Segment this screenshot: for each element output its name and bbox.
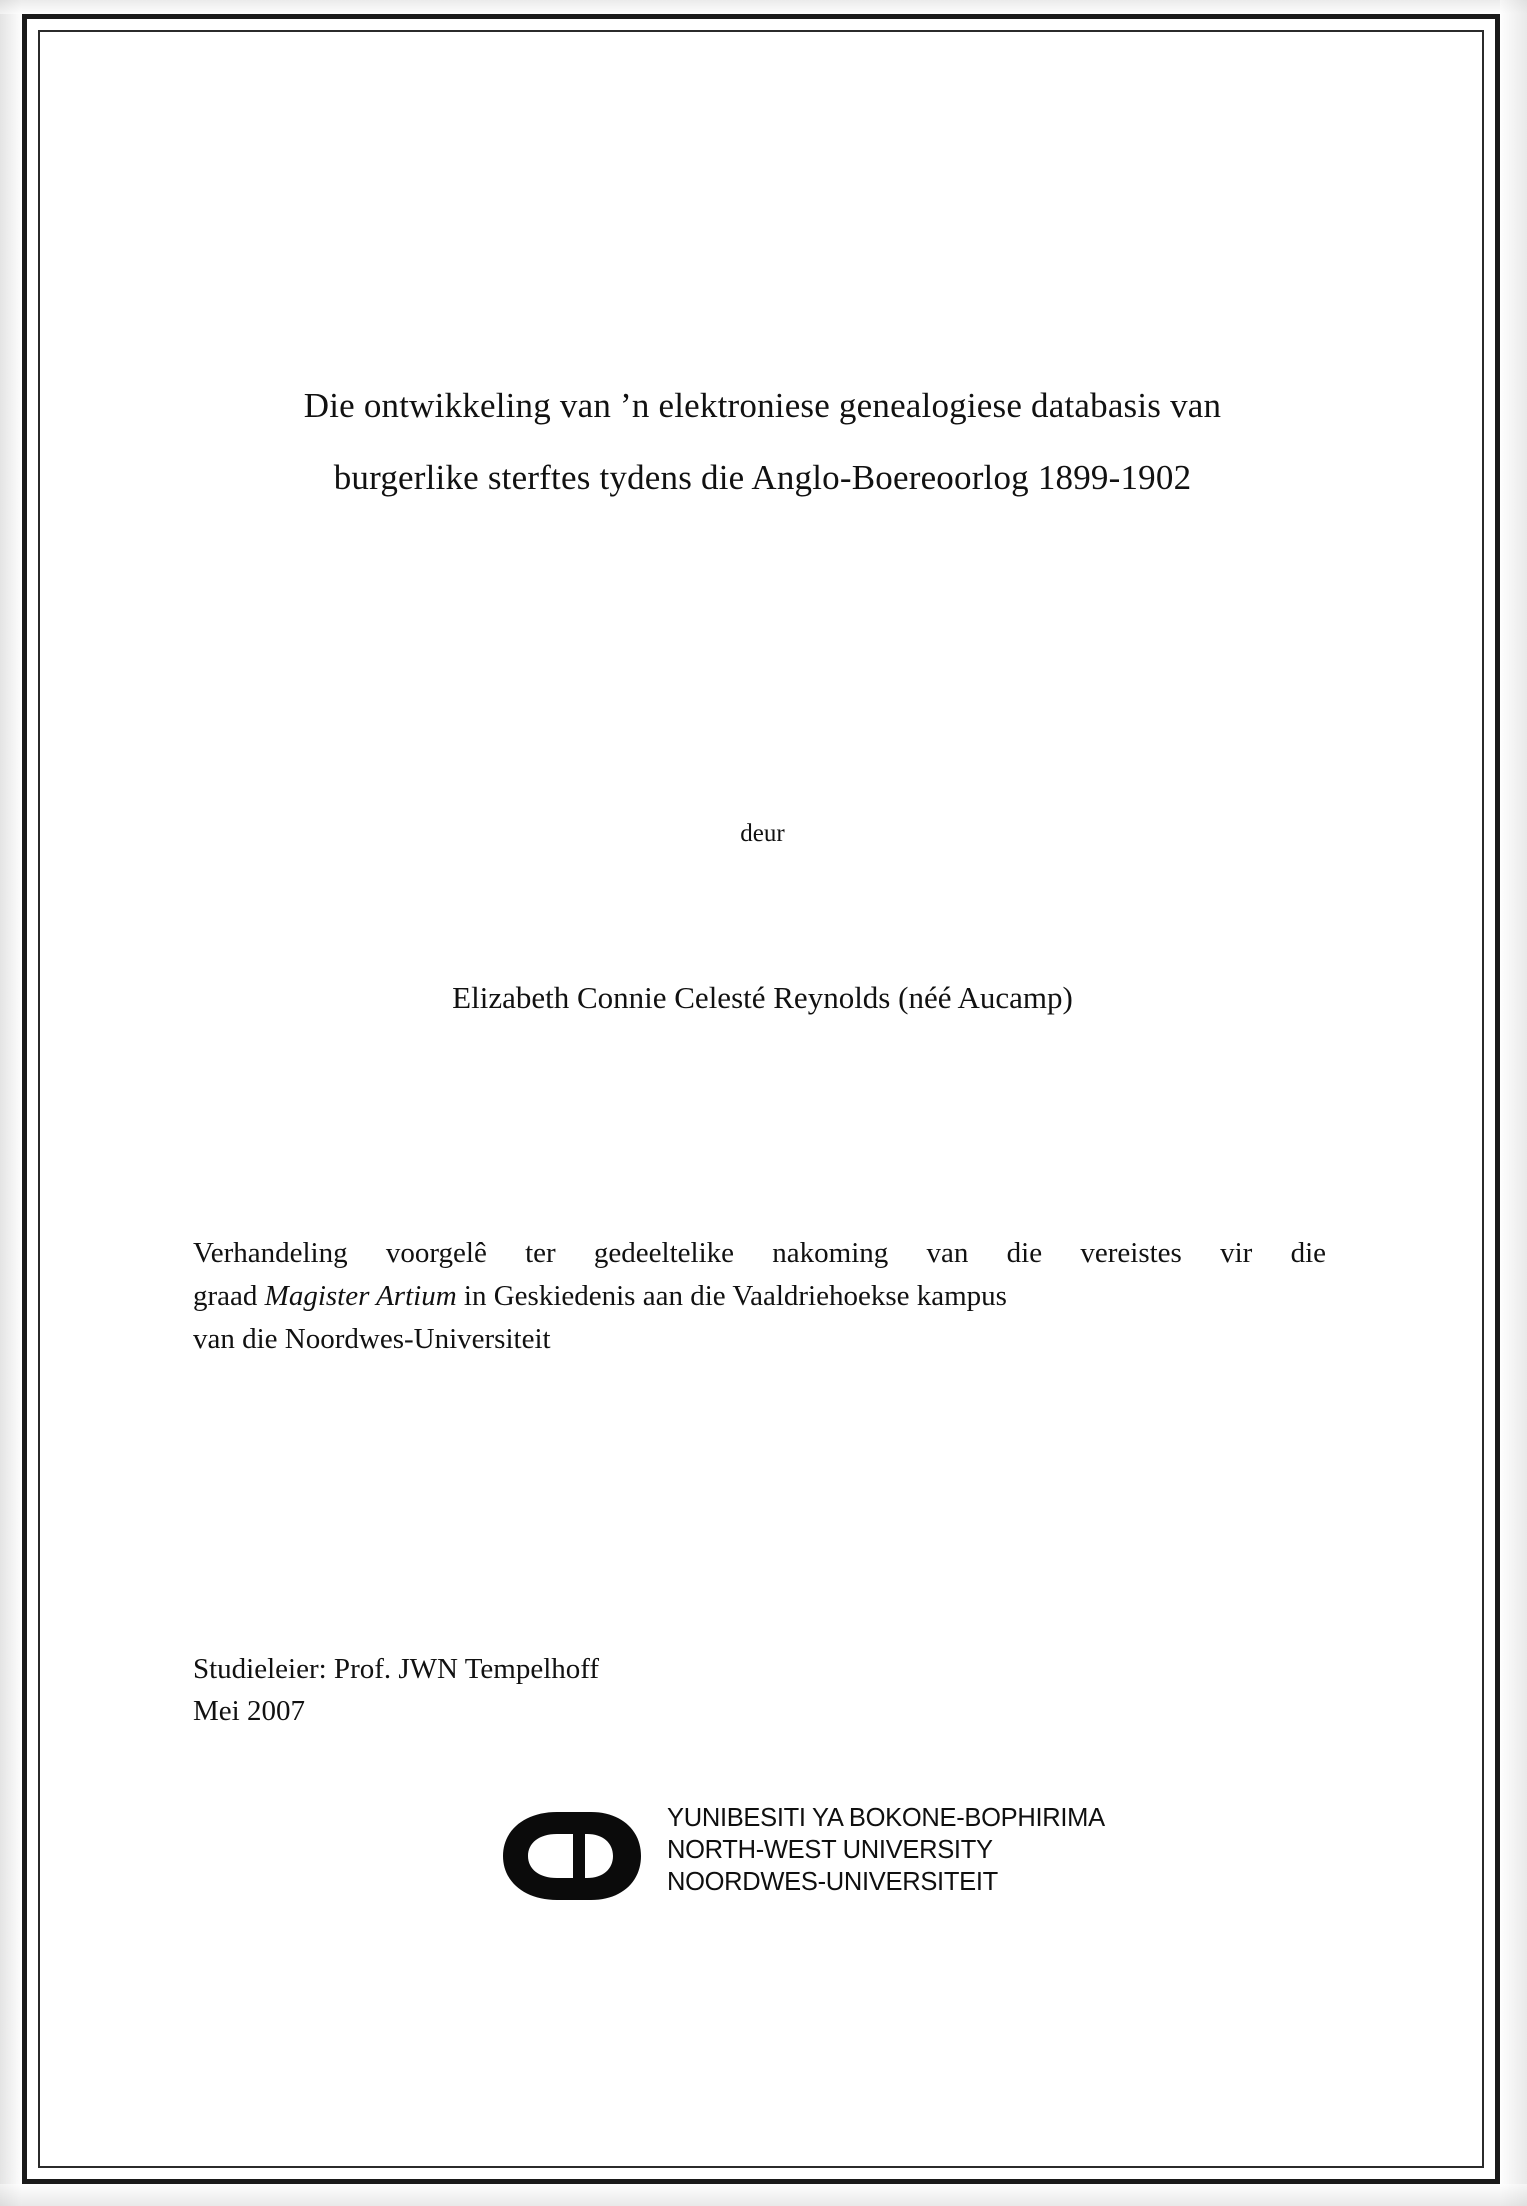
degree-statement	[193, 1232, 1326, 1361]
logo-text-line-2: NORTH-WEST UNIVERSITY	[667, 1836, 993, 1864]
title-line-1: Die ontwikkeling van ’n elektroniese genealogiese databasis van	[303, 386, 1222, 425]
by-label: deur	[740, 820, 785, 847]
page-title	[185, 370, 1340, 514]
page-edge-shading-bottom	[0, 2184, 1527, 2206]
university-logo-text	[667, 1802, 1105, 1898]
supervisor-and-date	[193, 1648, 1093, 1732]
logo-text-line-3: NOORDWES-UNIVERSITEIT	[667, 1868, 998, 1896]
title-page-content	[185, 30, 1340, 2150]
supervisor-line: Studieleier: Prof. JWN Tempelhoff	[193, 1653, 600, 1685]
north-west-university-logo-icon	[495, 1804, 655, 1908]
page-edge-shading-left	[0, 0, 22, 2206]
page-edge-shading-right	[1500, 0, 1527, 2206]
logo-text-line-1: YUNIBESITI YA BOKONE-BOPHIRIMA	[667, 1804, 1105, 1832]
degree-statement-line-3: van die Noordwes-Universiteit	[193, 1323, 551, 1355]
degree-name-italic: Magister Artium	[264, 1280, 457, 1312]
author-name: Elizabeth Connie Celesté Reynolds (néé Aucamp)	[452, 980, 1073, 1015]
degree-statement-line-2-prefix: graad	[193, 1280, 265, 1312]
page-edge-shading-top	[0, 0, 1527, 14]
date-line: Mei 2007	[193, 1695, 305, 1727]
degree-statement-line-2	[193, 1275, 1326, 1318]
title-line-2: burgerlike sterftes tydens die Anglo-Boereoorlog 1899-1902	[333, 458, 1192, 497]
university-logo	[495, 1798, 1195, 1928]
degree-statement-line-1: Verhandeling voorgelê ter gedeeltelike nakoming van die vereistes vir die	[193, 1237, 1326, 1269]
degree-statement-line-2-suffix: in Geskiedenis aan die Vaaldriehoekse kampus	[456, 1280, 1007, 1312]
